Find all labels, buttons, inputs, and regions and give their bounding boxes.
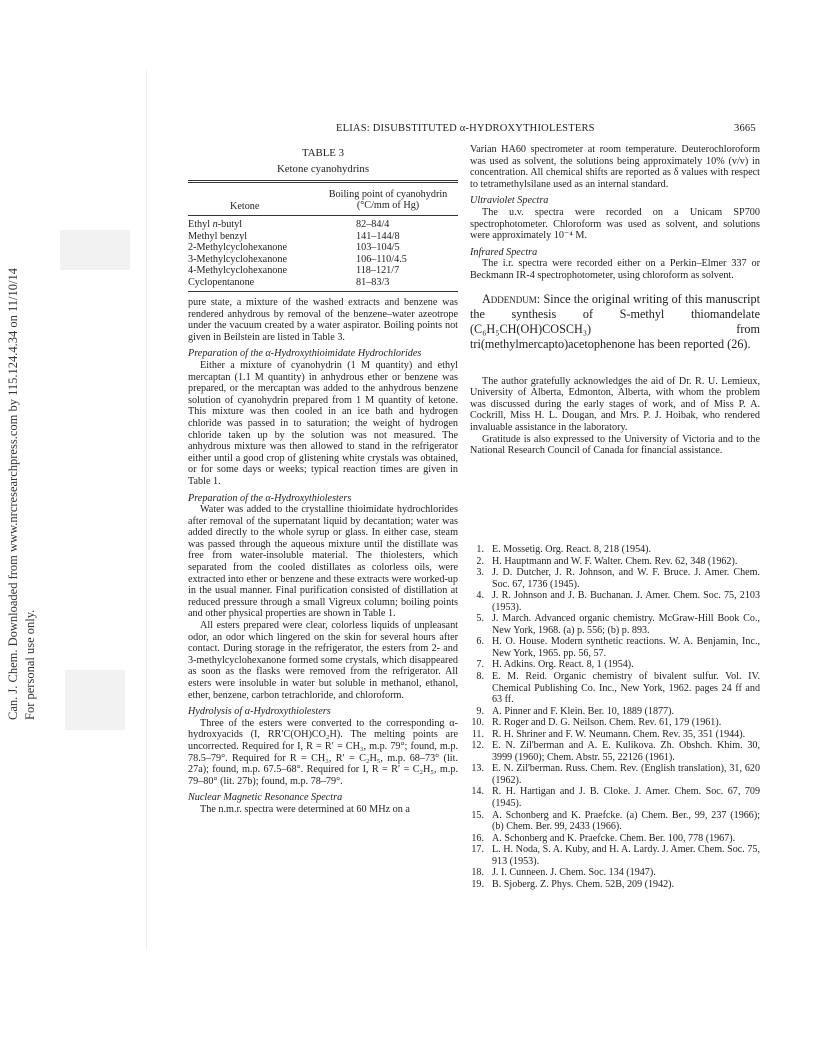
addendum-text: Since the original writing of this manuscript the synthesis of S-methyl thiomandelate (C₆H₅CH(OH)COSCH₃) from tri(methylmercapto)acetophenone has been reported (26).: [470, 291, 761, 351]
reference-text: E. N. Zil'berman. Russ. Chem. Rev. (English translation), 31, 620 (1962).: [492, 763, 760, 786]
reference-number: 11.: [471, 728, 484, 740]
reference-text: A. Schonberg and K. Praefcke. Chem. Ber. 100, 778 (1967).: [492, 832, 736, 844]
reference-number: 8.: [476, 671, 484, 683]
reference-text: E. Mossetig. Org. React. 8, 218 (1954).: [492, 544, 652, 555]
reference-number: 6.: [476, 636, 484, 648]
bp-cell: 82–84/4: [356, 219, 390, 230]
table-row: [188, 219, 242, 231]
reference-item: [470, 844, 760, 867]
ketone-cell: Cyclopentanone: [188, 276, 255, 288]
section-heading: Nuclear Magnetic Resonance Spectra: [188, 792, 343, 804]
table-top-rule-2: [188, 182, 458, 183]
reference-item: [470, 786, 760, 809]
watermark-line-2: For personal use only.: [23, 609, 37, 720]
reference-text: B. Sjoberg. Z. Phys. Chem. 52B, 209 (1942).: [492, 878, 675, 890]
acknowledgement: The author gratefully acknowledges the aid of Dr. R. U. Lemieux, University of Alberta, Edmonton, Alberta, with whom the problem was discussed during the early stages of work, and of Miss P. A. Cockrill, Miss H. L. Dougan, and Mrs. P. J. Hoibak, who rendered invaluable assistance in the laboratory.: [470, 375, 760, 433]
reference-number: 4.: [476, 590, 484, 602]
paragraph: The i.r. spectra were recorded either on a Perkin–Elmer 337 or Beckmann IR-4 spectrophotometer, using chloroform as solvent.: [470, 258, 760, 281]
reference-item: [470, 590, 760, 613]
section-heading: Ultraviolet Spectra: [470, 195, 549, 207]
addendum-label: Addendum:: [482, 291, 541, 306]
reference-number: 18.: [471, 867, 484, 879]
reference-text: R. H. Hartigan and J. B. Cloke. J. Amer. Chem. Soc. 67, 709 (1945).: [492, 786, 760, 810]
reference-list: [470, 544, 760, 890]
table-col-header-bp-2: (°C/mm of Hg): [356, 200, 420, 211]
reference-number: 12.: [471, 740, 484, 752]
paragraph: All esters prepared were clear, colorless liquids of unpleasant odor, an odor which lingered on the skin for several hours after contact. During storage in the refrigerator, the esters from 2- and 3-methylcyclohexanone formed some crystals, which disappeared as soon as the flasks were removed from the refrigerator. All esters were insoluble in water but soluble in methanol, ethanol, ether, benzene, carbon tetrachloride, and chloroform.: [188, 620, 458, 701]
reference-number: 15.: [471, 809, 484, 821]
paragraph: Varian HA60 spectrometer at room temperature. Deuterochloroform was used as solvent, the solutions being approximately 10% (v/v) in concentration. All chemical shifts are reported as δ values with respect to tetramethylsilane used as an internal standard.: [470, 144, 760, 190]
addendum: [470, 292, 760, 352]
reference-text: A. Schonberg and K. Praefcke. (a) Chem. Ber., 99, 237 (1966); (b) Chem. Ber. 99, 2433 (1966).: [492, 809, 760, 833]
ketone-cell: Methyl benzyl: [188, 230, 248, 242]
reference-number: 7.: [476, 659, 484, 671]
reference-item: [470, 867, 760, 879]
reference-text: H. Hauptmann and W. F. Walter. Chem. Rev. 62, 348 (1962).: [492, 555, 738, 567]
table-label: TABLE 3: [301, 147, 345, 159]
paragraph: Either a mixture of cyanohydrin (1 M quantity) and ethyl mercaptan (1.1 M quantity) in anhydrous ether or benzene was prepared, or the mercaptan was added to the anhydrous benzene solution of cyanohydrin prepared from 1 M quantity of ketone. This mixture was then cooled in an ice bath and hydrogen chloride was passed in to saturation; the weight of hydrogen chloride taken up by the solution was not measured. The anhydrous mixture was then allowed to stand in the refrigerator either until a good crop of glistening white crystals was obtained, or for some days or weeks; typical reaction times are given in Table 1.: [188, 359, 458, 487]
table-caption: Ketone cyanohydrins: [276, 163, 370, 175]
reference-item: [470, 636, 760, 659]
reference-number: 14.: [471, 786, 484, 798]
reference-number: 19.: [471, 878, 484, 890]
reference-item: [470, 879, 760, 891]
reference-text: J. R. Johnson and J. B. Buchanan. J. Amer. Chem. Soc. 75, 2103 (1953).: [492, 590, 760, 613]
reference-text: H. Adkins. Org. React. 8, 1 (1954).: [492, 659, 634, 671]
ketone-cell: Ethyl n-butyl: [188, 219, 243, 230]
paragraph: The n.m.r. spectra were determined at 60 MHz on a: [200, 803, 410, 815]
bp-cell: 141–144/8: [356, 230, 400, 242]
paragraph: Three of the esters were converted to the corresponding α-hydroxyacids (I, RR′C(OH)CO₂H). The melting points are uncorrected. Required for I, R = R′ = CH₃, m.p. 79°; found, m.p. 78.5–79°. Required for R = CH₃, R′ = C₂H₅, m.p. 68–73° (lit. 27a); found, m.p. 67.5–68°. Required for I, R = R′ = C₂H₅, m.p. 79–80° (lit. 27b); found, m.p. 78–79°.: [188, 717, 458, 787]
right-column: [470, 144, 760, 457]
table-col-header-ketone: Ketone: [230, 201, 260, 212]
reference-number: 3.: [476, 567, 484, 579]
reference-number: 13.: [471, 763, 484, 775]
reference-text: H. O. House. Modern synthetic reactions. W. A. Benjamin, Inc., New York, 1965. pp. 56, 57.: [492, 636, 760, 659]
reference-number: 16.: [471, 832, 484, 844]
reference-number: 1.: [476, 544, 484, 555]
reference-item: [470, 659, 760, 671]
bp-cell: 118–121/7: [356, 265, 400, 276]
reference-item: [470, 567, 760, 590]
reference-item: [470, 671, 760, 706]
reference-item: [470, 717, 760, 729]
ketone-cell: 2-Methylcyclohexanone: [188, 242, 288, 253]
reference-item: [470, 833, 760, 845]
reference-item: [470, 613, 760, 636]
reference-number: 17.: [471, 844, 484, 856]
left-column: [188, 297, 458, 816]
reference-text: R. H. Shriner and F. W. Neumann. Chem. Rev. 35, 351 (1944).: [492, 728, 746, 740]
reference-item: [470, 556, 760, 568]
page-number: 3665: [734, 123, 756, 134]
section-heading: Preparation of the α-Hydroxythiolesters: [188, 492, 352, 504]
ketone-cell: 4-Methylcyclohexanone: [188, 265, 288, 276]
reference-item: [470, 729, 760, 741]
table-header-rule: [188, 215, 458, 216]
reference-item: [470, 740, 760, 763]
margin-line: [146, 70, 147, 950]
paragraph: Water was added to the crystalline thioimidate hydrochlorides after removal of the supernatant liquid by decantation; water was added directly to the whole syrup or glass. In either case, steam was passed through the aqueous mixture until the distillate was free from water-insoluble material. The thiolesters, which separated from the cooled distillates as colorless oils, were extracted into ether or benzene and these extracts were worked-up in the usual manner. Final purification consisted of distillation at reduced pressure through a small Vigreux column; boiling points and other physical properties are shown in Table 1.: [188, 504, 458, 620]
acknowledgement: Gratitude is also expressed to the University of Victoria and to the National Research Council of Canada for financial assistance.: [470, 433, 760, 457]
reference-item: [470, 763, 760, 786]
table-top-rule: [188, 180, 458, 181]
watermark-line-1: Can. J. Chem. Downloaded from www.nrcresearchpress.com by 115.124.4.34 on 11/10/14: [6, 268, 20, 720]
reference-text: J. March. Advanced organic chemistry. McGraw-Hill Book Co., New York, 1968. (a) p. 556; (b) p. 893.: [492, 613, 760, 636]
scan-artifact: [65, 670, 125, 730]
reference-text: E. N. Zil'berman and A. E. Kulikova. Zh. Obshch. Khim. 30, 3999 (1960); Chem. Abstr. 55, 22126 (1961).: [492, 740, 760, 763]
reference-number: 2.: [476, 555, 484, 567]
section-heading: Infrared Spectra: [470, 246, 538, 258]
reference-number: 5.: [476, 613, 484, 625]
bp-cell: 103–104/5: [356, 242, 400, 253]
table-bottom-rule: [188, 291, 458, 292]
reference-text: A. Pinner and F. Klein. Ber. 10, 1889 (1877).: [492, 705, 674, 717]
reference-item: [470, 544, 760, 556]
ketone-cell: 3-Methylcyclohexanone: [188, 253, 288, 265]
reference-text: L. H. Noda, S. A. Kuby, and H. A. Lardy. J. Amer. Chem. Soc. 75, 913 (1953).: [492, 844, 760, 867]
download-watermark: [4, 200, 44, 720]
scan-artifact: [60, 230, 130, 270]
reference-item: [470, 706, 760, 718]
bp-cell: 106–110/4.5: [356, 253, 407, 265]
section-heading: Preparation of the α-Hydroxythioimidate Hydrochlorides: [188, 348, 422, 360]
running-title: ELIAS: DISUBSTITUTED α-HYDROXYTHIOLESTERS: [336, 123, 595, 134]
reference-number: 10.: [471, 717, 484, 729]
reference-text: J. D. Dutcher, J. R. Johnson, and W. F. Bruce. J. Amer. Chem. Soc. 67, 1736 (1945).: [492, 567, 760, 590]
reference-item: [470, 810, 760, 833]
reference-text: E. M. Reid. Organic chemistry of bivalent sulfur. Vol. IV. Chemical Publishing Co. Inc., New York, 1962. pages 24 ff and 63 ff.: [492, 671, 760, 706]
paragraph: The u.v. spectra were recorded on a Unicam SP700 spectrophotometer. Chloroform was used as solvent, and solutions were approximately 10⁻⁴ M.: [470, 206, 760, 242]
table-col-header-bp-1: Boiling point of cyanohydrin: [328, 189, 448, 200]
paragraph: pure state, a mixture of the washed extracts and benzene was rendered anhydrous by removal of the benzene–water azeotrope under the vacuum created by a water aspirator. Boiling points not given in Beilstein are listed in Table 3.: [188, 297, 458, 343]
reference-number: 9.: [476, 705, 484, 717]
reference-text: R. Roger and D. G. Neilson. Chem. Rev. 61, 179 (1961).: [492, 717, 722, 729]
section-heading: Hydrolysis of α-Hydroxythiolesters: [188, 706, 331, 718]
bp-cell: 81–83/3: [356, 276, 390, 288]
reference-text: J. I. Cunneen. J. Chem. Soc. 134 (1947).: [492, 867, 656, 879]
